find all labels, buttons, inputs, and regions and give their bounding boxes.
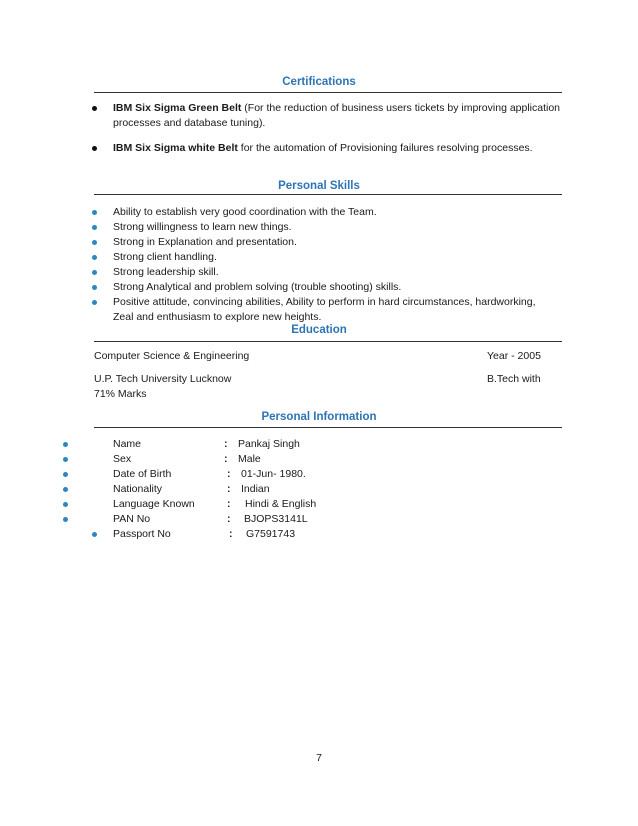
field-colon: : xyxy=(224,453,228,465)
field-value: BJOPS3141L xyxy=(244,513,308,525)
section-divider xyxy=(94,427,562,428)
certification-description: (For the reduction of business users tickets by improving application xyxy=(241,102,561,114)
certification-description: for the automation of Provisioning failures resolving processes. xyxy=(237,142,533,154)
field-label: Date of Birth xyxy=(113,468,172,480)
list-bullet xyxy=(92,300,97,305)
field-label: Nationality xyxy=(113,483,163,495)
field-value: Male xyxy=(238,453,261,465)
skill-item: Strong Analytical and problem solving (trouble shooting) skills. xyxy=(113,281,402,293)
list-bullet xyxy=(63,487,68,492)
list-bullet xyxy=(63,457,68,462)
field-colon: : xyxy=(227,483,231,495)
list-bullet xyxy=(63,517,68,522)
list-bullet xyxy=(92,270,97,275)
section-divider xyxy=(94,194,562,195)
field-label: Name xyxy=(113,438,142,450)
certification-description-cont: processes and database tuning). xyxy=(113,117,266,129)
education-university: U.P. Tech University Lucknow xyxy=(94,373,232,385)
list-bullet xyxy=(92,532,97,537)
field-colon: : xyxy=(224,438,228,450)
skill-item: Strong leadership skill. xyxy=(113,266,219,278)
skill-item: Strong willingness to learn new things. xyxy=(113,221,292,233)
list-bullet xyxy=(92,285,97,290)
personal-info-heading: Personal Information xyxy=(261,411,377,423)
certification-title: IBM Six Sigma Green Belt xyxy=(113,102,242,114)
education-qualification: B.Tech with xyxy=(487,373,541,385)
field-colon: : xyxy=(227,513,231,525)
list-bullet xyxy=(63,502,68,507)
list-bullet xyxy=(92,106,97,111)
field-value: Hindi & English xyxy=(245,498,317,510)
field-label: Language Known xyxy=(113,498,195,510)
field-colon: : xyxy=(227,468,231,480)
field-label: Passport No xyxy=(113,528,171,540)
field-colon: : xyxy=(229,528,233,540)
education-marks: 71% Marks xyxy=(94,388,147,400)
section-divider xyxy=(94,341,562,342)
skill-item: Strong client handling. xyxy=(113,251,217,263)
list-bullet xyxy=(92,255,97,260)
page-number: 7 xyxy=(316,752,322,764)
skill-item-cont: Zeal and enthusiasm to explore new heights. xyxy=(113,311,322,323)
certification-title: IBM Six Sigma white Belt xyxy=(113,142,238,154)
field-label: Sex xyxy=(113,453,132,465)
skill-item: Positive attitude, convincing abilities, Ability to perform in hard circumstances, hardworking, xyxy=(113,296,536,308)
education-year: Year - 2005 xyxy=(487,350,541,362)
list-bullet xyxy=(92,210,97,215)
list-bullet xyxy=(63,442,68,447)
list-bullet xyxy=(92,240,97,245)
skill-item: Ability to establish very good coordination with the Team. xyxy=(113,206,377,218)
list-bullet xyxy=(63,472,68,477)
certification-item xyxy=(113,102,560,114)
section-divider xyxy=(94,92,562,93)
education-degree: Computer Science & Engineering xyxy=(94,350,250,362)
field-value: Pankaj Singh xyxy=(238,438,300,450)
field-label: PAN No xyxy=(113,513,151,525)
field-colon: : xyxy=(227,498,231,510)
list-bullet xyxy=(92,225,97,230)
list-bullet xyxy=(92,146,97,151)
certifications-heading: Certifications xyxy=(282,76,356,88)
education-heading: Education xyxy=(291,324,347,336)
field-value: Indian xyxy=(241,483,270,495)
certification-item xyxy=(113,142,533,154)
skill-item: Strong in Explanation and presentation. xyxy=(113,236,297,248)
field-value: G7591743 xyxy=(246,528,296,540)
personal-skills-heading: Personal Skills xyxy=(278,180,360,192)
field-value: 01-Jun- 1980. xyxy=(241,468,306,480)
